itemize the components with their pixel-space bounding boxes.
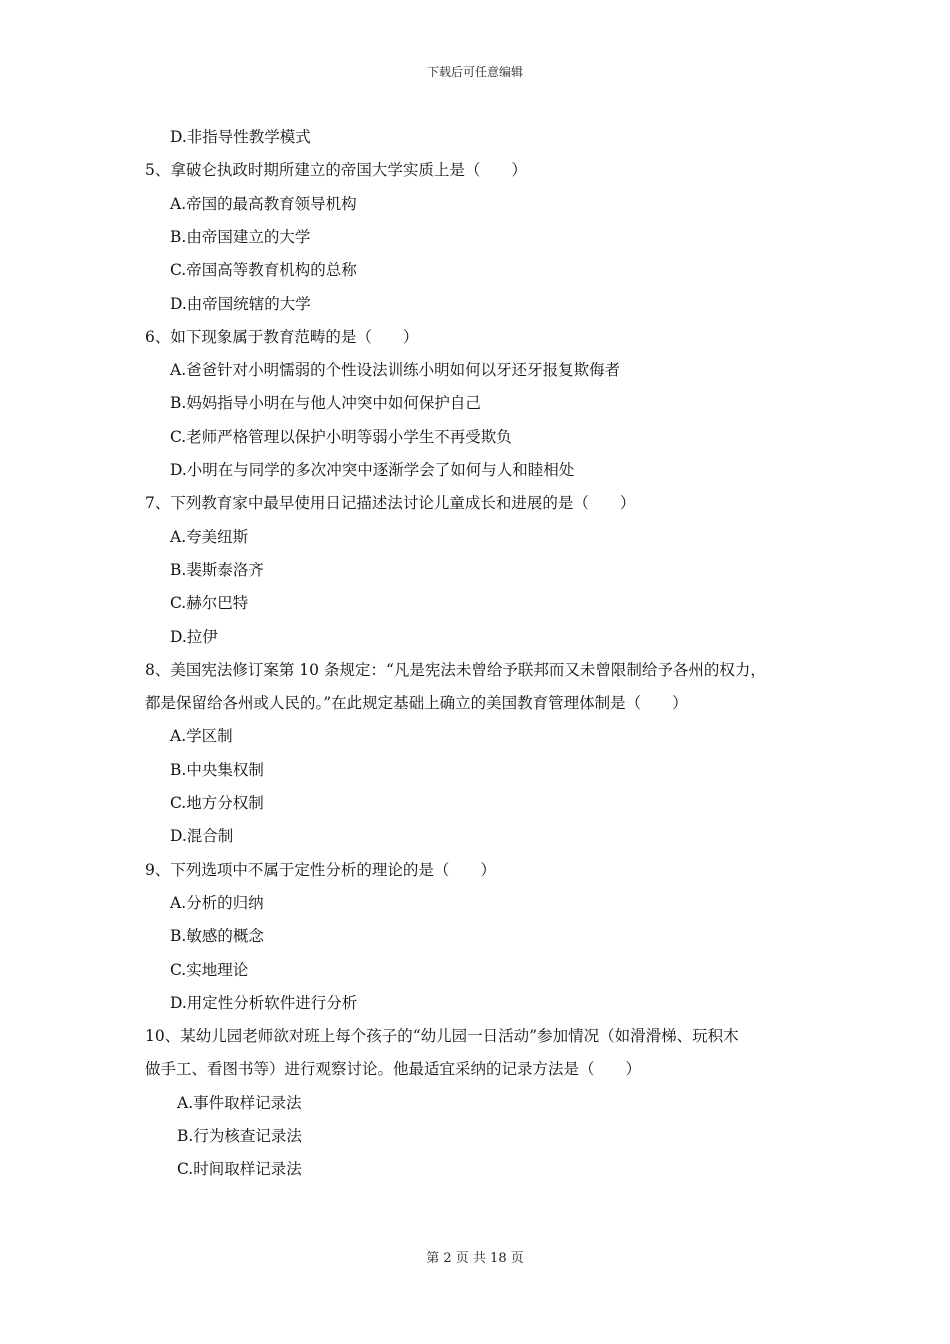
question-text: 5、拿破仑执政时期所建立的帝国大学实质上是（ ） — [145, 161, 527, 180]
answer-option: D.混合制 — [170, 827, 234, 846]
answer-option: B.行为核查记录法 — [177, 1127, 302, 1145]
question-text: 9、下列选项中不属于定性分析的理论的是（ ） — [145, 860, 496, 879]
answer-option: B.裴斯泰洛齐 — [170, 560, 264, 579]
question-text: 7、下列教育家中最早使用日记描述法讨论儿童成长和进展的是（ ） — [145, 494, 636, 513]
answer-option: D.拉伊 — [170, 627, 218, 646]
question-text: 6、如下现象属于教育范畴的是（ ） — [145, 327, 419, 346]
answer-option: D.由帝国统辖的大学 — [170, 294, 311, 313]
answer-option: D.小明在与同学的多次冲突中逐渐学会了如何与人和睦相处 — [170, 461, 575, 479]
question-text: 做手工、看图书等）进行观察讨论。他最适宜采纳的记录方法是（ ） — [145, 1060, 642, 1079]
answer-option: A.爸爸针对小明懦弱的个性设法训练小明如何以牙还牙报复欺侮者 — [170, 361, 621, 380]
answer-option: A.事件取样记录法 — [177, 1093, 302, 1112]
answer-option: A.学区制 — [170, 727, 233, 746]
answer-option: A.分析的归纳 — [170, 893, 264, 912]
answer-option: B.妈妈指导小明在与他人冲突中如何保护自己 — [170, 394, 481, 413]
answer-option: C.老师严格管理以保护小明等弱小学生不再受欺负 — [170, 427, 512, 446]
answer-option: B.敏感的概念 — [170, 927, 264, 946]
answer-option: C.时间取样记录法 — [177, 1160, 302, 1179]
answer-option: A.帝国的最高教育领导机构 — [170, 194, 357, 213]
answer-option: C.赫尔巴特 — [170, 594, 249, 613]
question-text: 8、美国宪法修订案第 10 条规定：“凡是宪法未曾给予联邦而又未曾限制给予各州的权力， — [145, 660, 766, 679]
answer-option: C.地方分权制 — [170, 794, 264, 812]
page-header: 下载后可任意编辑 — [426, 65, 523, 79]
answer-option: B.中央集权制 — [170, 760, 264, 779]
answer-option: D.非指导性教学模式 — [170, 128, 311, 146]
answer-option: B.由帝国建立的大学 — [170, 227, 311, 246]
question-text: 10、某幼儿园老师欲对班上每个孩子的“幼儿园一日活动”参加情况（如滑滑梯、玩积木 — [145, 1027, 739, 1046]
answer-option: A.夸美纽斯 — [170, 527, 249, 546]
answer-option: C.帝国高等教育机构的总称 — [170, 261, 357, 280]
answer-option: D.用定性分析软件进行分析 — [170, 993, 358, 1012]
answer-option: C.实地理论 — [170, 960, 249, 979]
page-footer: 第 2 页 共 18 页 — [426, 1251, 524, 1266]
question-text: 都是保留给各州或人民的。”在此规定基础上确立的美国教育管理体制是（ ） — [145, 694, 688, 713]
